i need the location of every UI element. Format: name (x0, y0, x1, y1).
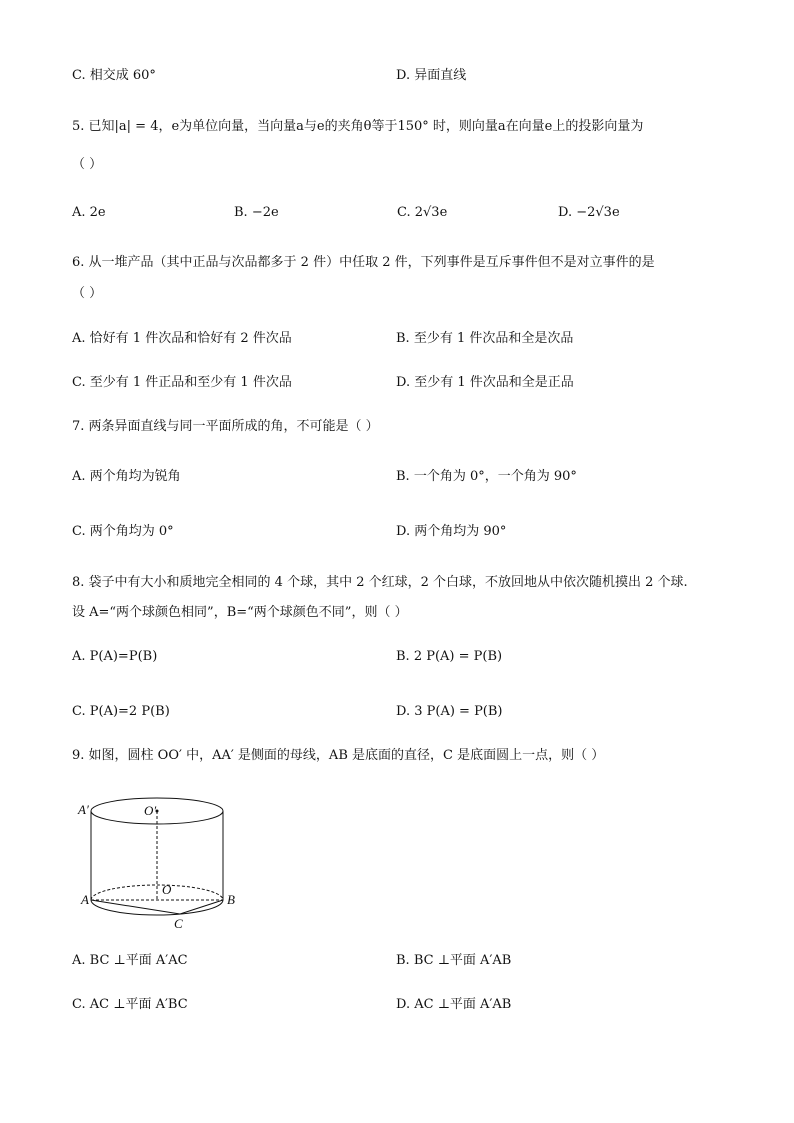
q4-option-c: C. 相交成 60° (72, 68, 156, 83)
q6-answer-paren: （ ） (72, 286, 103, 301)
q6-option-c: C. 至少有 1 件正品和至少有 1 件次品 (72, 375, 292, 390)
q9-stem: 9. 如图，圆柱 OO′ 中，AA′ 是侧面的母线，AB 是底面的直径，C 是底面圆上一点，则（ ） (72, 748, 605, 763)
label-o-prime: O′ (144, 803, 157, 818)
q5-option-b: B. −2e (234, 205, 279, 220)
q9-option-a: A. BC ⊥平面 A′AC (72, 953, 188, 968)
q9-option-b: B. BC ⊥平面 A′AB (396, 953, 512, 968)
label-a-prime: A′ (78, 802, 89, 817)
cylinder-figure (72, 790, 252, 935)
label-c: C (174, 916, 183, 931)
q6-option-b: B. 至少有 1 件次品和全是次品 (396, 331, 574, 346)
q5-option-a: A. 2e (72, 205, 106, 220)
q4-option-d: D. 异面直线 (396, 68, 467, 83)
q9-option-c: C. AC ⊥平面 A′BC (72, 997, 188, 1012)
label-a: A (81, 892, 89, 907)
q8-option-c: C. P(A)=2 P(B) (72, 704, 170, 719)
q5-option-d: D. −2√3e (558, 205, 620, 220)
bottom-ellipse-front (91, 900, 223, 915)
q8-stem: 8. 袋子中有大小和质地完全相同的 4 个球，其中 2 个红球，2 个白球，不放回地从中依次随机摸出 2 个球. (72, 575, 688, 590)
q6-stem: 6. 从一堆产品（其中正品与次品都多于 2 件）中任取 2 件，下列事件是互斥事件但不是对立事件的是 (72, 255, 655, 270)
q7-option-a: A. 两个角均为锐角 (72, 469, 181, 484)
q8-option-b: B. 2 P(A) = P(B) (396, 649, 503, 664)
q9-option-d: D. AC ⊥平面 A′AB (396, 997, 512, 1012)
q7-stem: 7. 两条异面直线与同一平面所成的角，不可能是（ ） (72, 419, 379, 434)
q8-stem-line2: 设 A=“两个球颜色相同”，B=“两个球颜色不同”，则（ ） (72, 605, 408, 620)
q7-option-b: B. 一个角为 0°，一个角为 90° (396, 469, 577, 484)
q5-stem: 5. 已知|a| = 4，e为单位向量，当向量a与e的夹角θ等于150° 时，则向量a在向量e上的投影向量为 (72, 119, 644, 134)
label-o: O (162, 882, 172, 897)
q5-answer-paren: （ ） (72, 157, 103, 172)
segment-ac (91, 900, 180, 914)
q6-option-a: A. 恰好有 1 件次品和恰好有 2 件次品 (72, 331, 292, 346)
label-b: B (227, 892, 235, 907)
q5-option-c: C. 2√3e (397, 205, 448, 220)
q8-option-d: D. 3 P(A) = P(B) (396, 704, 503, 719)
q7-option-c: C. 两个角均为 0° (72, 524, 174, 539)
q8-option-a: A. P(A)=P(B) (72, 649, 158, 664)
q7-option-d: D. 两个角均为 90° (396, 524, 507, 539)
q6-option-d: D. 至少有 1 件次品和全是正品 (396, 375, 574, 390)
